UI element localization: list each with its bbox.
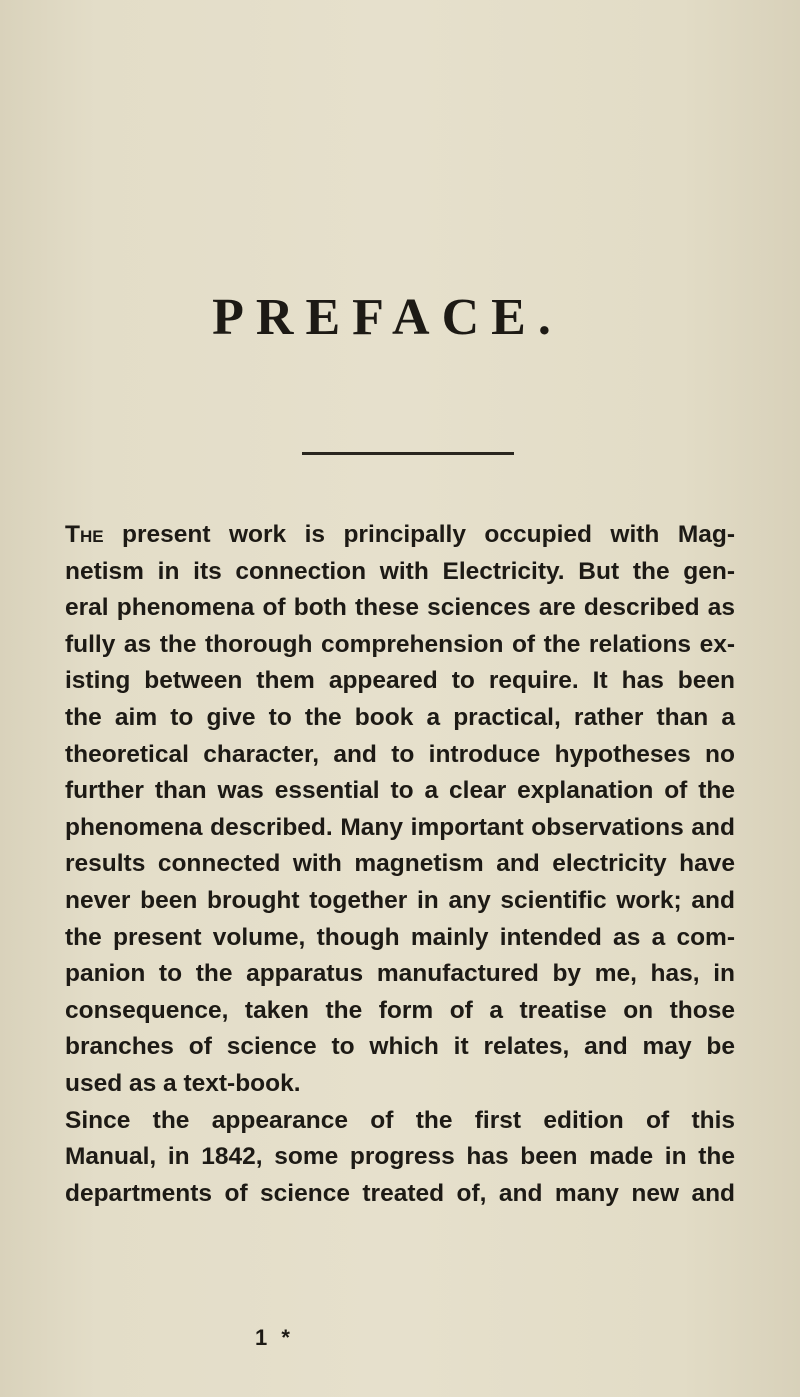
text-line: used as a text-book. (65, 1069, 301, 1097)
text-line: netism in its connection with Electricity. But the gen- (65, 557, 735, 585)
text-line: Manual, in 1842, some progress has been made in the (65, 1143, 735, 1171)
text-line: phenomena described. Many important observations and (65, 813, 735, 841)
text-line: branches of science to which it relates, and may be (65, 1033, 735, 1061)
preface-text (65, 517, 735, 1212)
text-line: panion to the apparatus manufactured by me, has, in (65, 960, 735, 988)
text-line: further than was essential to a clear explanation of the (65, 777, 735, 805)
text-line: The present work is principally occupied with Mag- (65, 521, 735, 548)
paragraph-1 (65, 517, 735, 1103)
text-line: theoretical character, and to introduce hypotheses no (65, 740, 735, 768)
text-line: Since the appearance of the first edition of this (65, 1106, 735, 1134)
text-line: eral phenomena of both these sciences are described as (65, 594, 735, 622)
text-line: the present volume, though mainly intended as a com- (65, 923, 735, 951)
page-title: PREFACE. (212, 289, 563, 346)
title-rule (302, 452, 514, 455)
first-word: The (65, 521, 104, 548)
text-line: fully as the thorough comprehension of the relations ex- (65, 630, 735, 658)
text-line: the aim to give to the book a practical, rather than a (65, 703, 735, 731)
text-line: results connected with magnetism and electricity have (65, 850, 735, 878)
paragraph-2 (65, 1103, 735, 1213)
text-line: never been brought together in any scientific work; and (65, 886, 735, 914)
signature-mark: 1 * (255, 1325, 294, 1350)
text-line: departments of science treated of, and many new and (65, 1179, 735, 1207)
text-line: consequence, taken the form of a treatise on those (65, 996, 735, 1024)
text-line: isting between them appeared to require. It has been (65, 667, 735, 695)
